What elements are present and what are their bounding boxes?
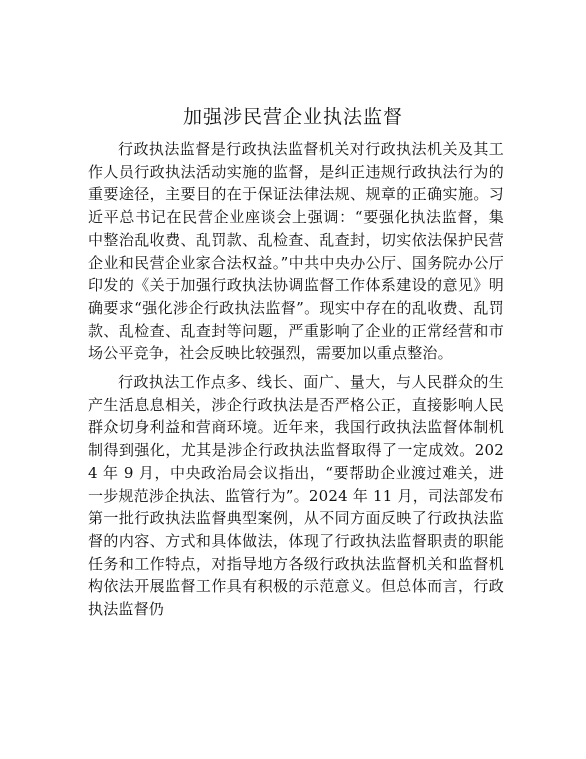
document-body (88, 138, 504, 621)
document-title: 加强涉民营企业执法监督 (182, 106, 403, 128)
paragraph-1: 行政执法监督是行政执法监督机关对行政执法机关及其工作人员行政执法活动实施的监督，是纠正违规行政执法行为的重要途径，主要目的在于保证法律法规、规章的正确实施。习近平总书记在民营企业座谈会上强调：“要强化执法监督，集中整治乱收费、乱罚款、乱检查、乱查封，切实依法保护民营企业和民营企业家合法权益。”中共中央办公厅、国务院办公厅印发的《关于加强行政执法协调监督工作体系建设的意见》明确要求“强化涉企行政执法监督”。现实中存在的乱收费、乱罚款、乱检查、乱查封等问题，严重影响了企业的正常经营和市场公平竞争，社会反映比较强烈，需要加以重点整治。 (88, 140, 504, 363)
paragraph-2: 行政执法工作点多、线长、面广、量大，与人民群众的生产生活息息相关，涉企行政执法是否严格公正，直接影响人民群众切身利益和营商环境。近年来，我国行政执法监督体制机制得到强化，尤其是涉企行政执法监督取得了一定成效。2024 年 9 月，中央政治局会议指出，“要帮助企业渡过难关，进一步规范涉企执法、监管行为”。2024 年 11 月，司法部发布第一批行政执法监督典型案例，从不同方面反映了行政执法监督的内容、方式和具体做法，体现了行政执法监督职责的职能任务和工作特点，对指导地方各级行政执法监督机关和监督机构依法开展监督工作具有积极的示范意义。但总体而言，行政执法监督仍 (88, 373, 504, 619)
